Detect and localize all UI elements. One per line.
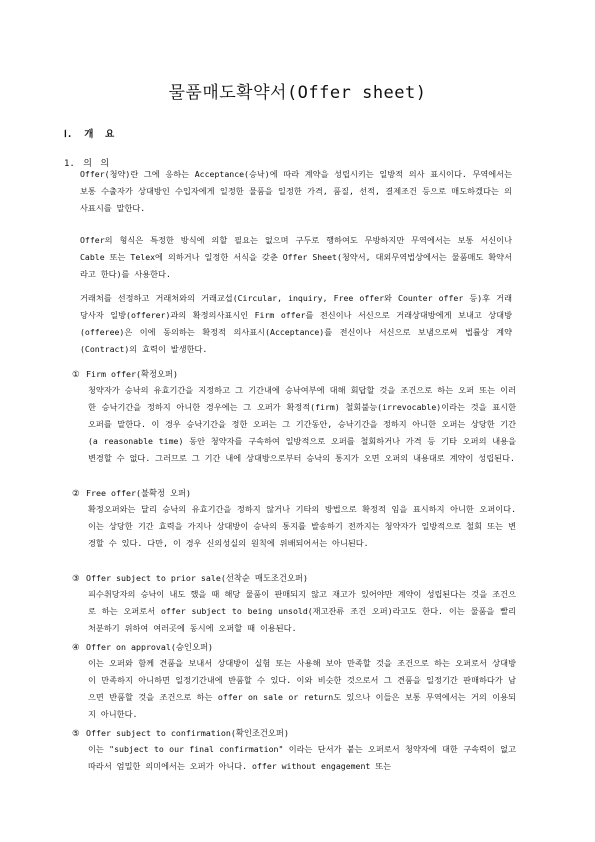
item-title: Offer subject to prior sale(선착순 매도조건오퍼): [86, 573, 308, 583]
paragraph-definition: Offer(청약)란 그에 응하는 Acceptance(승낙)에 따라 계약을 성립시키는 일방적 의사 표시이다. 무역에서는 보통 수출자가 상대방인 수입자에게 일정한 물품을 일정한 가격, 품질, 선적, 결제조건 등으로 매도하겠다는 의사표시를 말한다.: [80, 169, 512, 213]
item-number: ③: [72, 573, 80, 583]
paragraph-process: 거래처를 선정하고 거래처와의 거래교섭(Circular, inquiry, Free offer와 Counter offer 등)후 거래 당사자 일방(offerer)과의 확정의사표시인 Firm offer를 전신이나 서신으로 거래상대방에게 보내고 상대방(offeree)은 이에 동의하는 확정적 의사표시(Acceptance)를 전신이나 서신으로 보냄으로써 법률상 계약(Contract)의 효력이 발생한다.: [80, 293, 512, 354]
item-body-free-offer: 확정오퍼와는 달리 승낙의 유효기간을 정하지 않거나 기타의 방법으로 확정적 임을 표시하지 아니한 오퍼이다. 이는 상당한 기간 효력을 가지나 상대방이 승낙의 통지를 발송하기 전까지는 청약자가 일방적으로 철회 또는 변경할 수 있다. 다만, 이 경우 신의성실의 원칙에 위배되어서는 아니된다.: [88, 504, 516, 548]
page-title: 물품매도확약서(Offer sheet): [168, 83, 427, 103]
item-number: ⑤: [72, 728, 80, 738]
item-number: ④: [72, 642, 80, 652]
item-heading-on-approval: [72, 639, 213, 655]
item-heading-confirmation: [72, 725, 289, 741]
item-number: ②: [72, 488, 80, 498]
item-number: ①: [72, 369, 80, 379]
item-body-prior-sale: 피수취당자의 승낙이 내도 했을 때 해당 물품이 판매되지 않고 재고가 있어야만 계약이 성립된다는 것을 조건으로 하는 오퍼로서 offer subject to being unsold(재고잔류 조건 오퍼)라고도 한다. 이는 물품을 빨리 처분하기 위하여 여러곳에 동시에 오퍼할 때 이용된다.: [88, 589, 516, 633]
item-title: Free offer(불확정 오퍼): [86, 488, 192, 498]
item-title: Firm offer(확정오퍼): [86, 369, 179, 379]
item-title: Offer subject to confirmation(확인조건오퍼): [86, 728, 289, 738]
item-body-confirmation: 이는 "subject to our final confirmation" 이라는 단서가 붙는 오퍼로서 청약자에 대한 구속력이 없고 따라서 엄밀한 의미에서는 오퍼가 아니다. offer without engagement 또는: [88, 744, 516, 771]
item-heading-firm-offer: [72, 366, 178, 382]
item-body-firm-offer: 청약자가 승낙의 유효기간을 지정하고 그 기간내에 승낙여부에 대해 회답할 것을 조건으로 하는 오퍼 또는 이러한 승낙기간을 정하지 아니한 경우에는 그 오퍼가 확정적(firm) 철회불능(irrevocable)이라는 것을 표시한 오퍼를 말한다. 이 경우 승낙기간을 정한 오퍼는 그 기간동안, 승낙기간을 정하지 아니한 오퍼는 상당한 기간(a reasonable time) 동안 청약자를 구속하여 일방적으로 오퍼를 철회하거나 가격 등 기타 오퍼의 내용을 변경할 수 없다. 그러므로 그 기간 내에 상대방으로부터 승낙의 통지가 오면 오퍼의 내용대로 계약이 성립된다.: [88, 385, 516, 463]
item-heading-free-offer: [72, 485, 191, 501]
item-body-on-approval: 이는 오퍼와 함께 견품을 보내서 상대방이 실험 또는 사용해 보아 만족할 것을 조건으로 하는 오퍼로서 상대방이 만족하지 아니하면 일정기간내에 반품할 수 있다. 이와 비슷한 것으로서 그 견품을 일정기간 판매하다가 남으면 반품할 것을 조건으로 하는 offer on sale or return도 있으나 이들은 보통 무역에서는 거의 이용되지 아니한다.: [88, 658, 516, 719]
item-heading-prior-sale: [72, 570, 308, 586]
section-heading: Ⅰ. 개 요: [64, 129, 115, 140]
paragraph-form: Offer의 형식은 특정한 방식에 의할 필요는 없으며 구두로 행하여도 무방하지만 무역에서는 보통 서신이나 Cable 또는 Telex에 의하거나 일정한 서식을 갖춘 Offer Sheet(청약서, 대외무역법상에서는 물품매도 확약서라고 한다)를 사용한다.: [80, 235, 512, 279]
item-title: Offer on approval(승인오퍼): [86, 642, 213, 652]
subsection-heading: 1. 의 의: [64, 159, 110, 169]
